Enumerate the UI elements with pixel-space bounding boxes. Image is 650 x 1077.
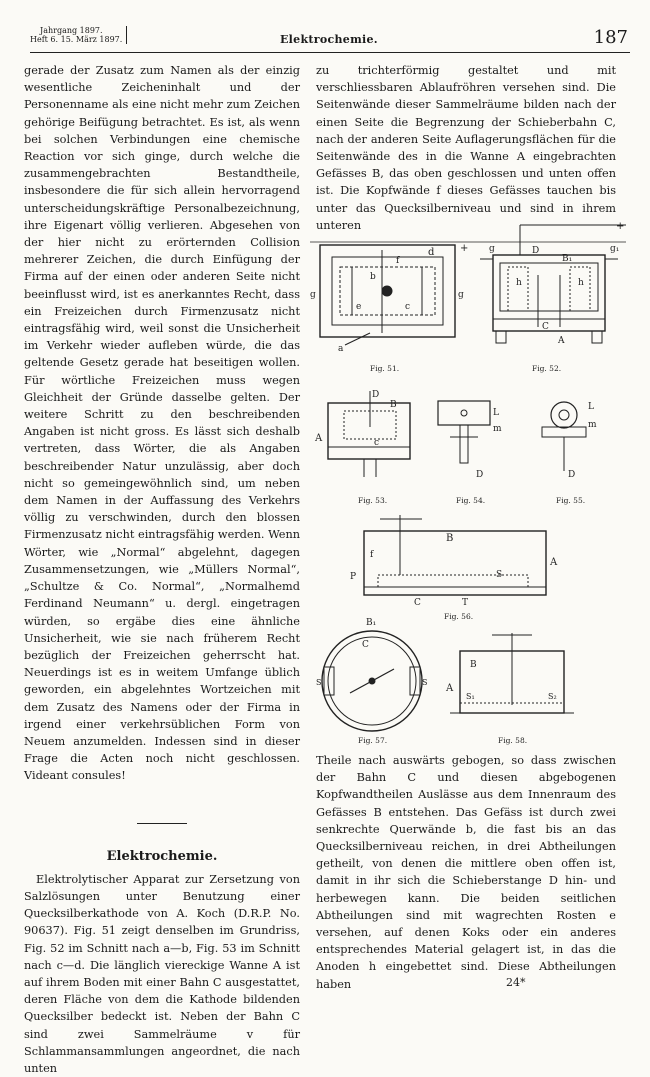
apparatus-drawings: [310, 215, 626, 745]
fig-51-label-c: c: [405, 302, 411, 312]
fig-55-label-m: m: [588, 420, 597, 430]
fig-55-caption: Fig. 55.: [556, 496, 586, 505]
fig-51-label-g: g: [310, 290, 316, 300]
fig-55-label-L: L: [588, 402, 594, 412]
fig-56-label-T: T: [462, 598, 469, 608]
fig-56-label-f: f: [370, 550, 374, 560]
fig-52-drawing: [480, 225, 626, 343]
fig-57-label-S2: S: [422, 678, 428, 687]
signature-mark: 24*: [506, 976, 526, 989]
fig-54-label-D: D: [476, 470, 484, 480]
fig-56-label-C: C: [414, 598, 421, 608]
fig-52-label-g1: g₁: [610, 244, 620, 254]
fig-51-label-f: f: [396, 256, 400, 266]
fig-54-label-m: m: [493, 424, 502, 434]
right-column-bottom: [316, 752, 616, 993]
fig-51-drawing: [310, 242, 626, 345]
legal-paragraph: gerade der Zusatz zum Namen als der einzig wesentliche Zeicheninhalt und der Personenname als eine nicht mehr zum Zeichen gehörige Beifügung betrachtet. Es ist, als wenn bei solchen Verbindungen eine chemische Reaction vor sich ginge, durch welche die zusammengebrachten Bestandtheile, insbesondere die für sich allein hervorragend unterscheidungskräftige Personalbezeichnung, ihre Eigenart völlig verlieren. Abgesehen von der hier nicht zu erörternden Collision mehrerer Zeichen, die durch Einfügung der Firma auf der einen oder anderen Seite nicht beeinflusst wird, ist es anerkanntes Recht, dass ein Freizeichen durch Firmenzusatz nicht eintragsfähig wird, weil sonst die Unsicherheit im Verkehr wieder aufleben würde, die das geltende Gesetz gerade hat beseitigen wollen. Für wörtliche Freizeichen muss wegen Gleichheit der Gründe dasselbe gelten. Der weitere Schritt zu den beschreibenden Angaben ist nicht gross. Es lässt sich deshalb vertreten, dass Wörter, die als Angaben beschreibender Natur unzulässig, aber doch nicht so gemeingewöhnlich sind, um neben dem Namen in der Auffassung des Verkehrs völlig zu verschwinden, durch den blossen Firmenzusatz nicht eintragsfähig werden. Wenn Wörter, wie „Normal“ abgelehnt, dagegen Zusammensetzungen, wie „Müllers Normal“, „Schultze & Co. Normal“, „Normalhemd Ferdinand Neumann“ u. dergl. eingetragen würden, so ergäbe dies eine ähnliche Unsicherheit, wie sie nach früherem Recht bezüglich der Freizeichen geherrscht hat. Neuerdings ist es in weitem Umfange üblich geworden, ein abgelehntes Wortzeichen mit dem Zusatz des Namens oder der Firma in irgend einer verkehrsüblichen Form von Neuem anzumelden. Indessen sind in dieser Frage die Acten noch nicht geschlossen. Videant consules!: [24, 64, 300, 783]
running-title: Elektrochemie.: [280, 33, 378, 46]
fig-52-label-B1: B₁: [562, 254, 573, 264]
fig-56-label-S: S: [496, 570, 503, 580]
left-column: [24, 62, 300, 1077]
fig-53-drawing: [328, 391, 410, 477]
fig-51-label-plus: +: [460, 243, 469, 254]
fig-52-caption: Fig. 52.: [532, 364, 562, 373]
fig-58-label-A: A: [446, 683, 454, 694]
fig-55-drawing: [542, 402, 586, 471]
section-divider: [137, 823, 187, 824]
fig-51-label-b: b: [370, 272, 376, 282]
fig-51-caption: Fig. 51.: [370, 364, 400, 373]
fig-57-caption: Fig. 57.: [358, 736, 388, 745]
fig-58-drawing: [450, 633, 574, 713]
fig-56-label-P: P: [350, 572, 357, 582]
fig-51-label-g2: g: [458, 290, 464, 300]
fig-58-caption: Fig. 58.: [498, 736, 528, 745]
fig-57-label-B1: B₁: [366, 618, 377, 628]
article-paragraph: Elektrolytischer Apparat zur Zersetzung von Salzlösungen unter Benutzung einer Quecksilberkathode von A. Koch (D.R.P. No. 90637). Fig. 51 zeigt denselben im Grundriss, Fig. 52 im Schnitt nach a—b, Fig. 53 im Schnitt nach c—d. Die länglich viereckige Wanne A ist auf ihrem Boden mit einer Bahn C ausgestattet, deren Fläche von dem die Kathode bildenden Quecksilber bedeckt ist. Neben der Bahn C sind zwei Sammelräume v für Schlammansammlungen angeordnet, die nach unten: [24, 872, 300, 1075]
fig-56-caption: Fig. 56.: [444, 612, 474, 621]
figure-plate: [310, 215, 626, 745]
fig-54-label-L: L: [493, 408, 499, 418]
fig-53-label-D: D: [372, 390, 380, 400]
right-column-top: [316, 62, 616, 234]
fig-57-label-C: C: [362, 640, 369, 650]
fig-56-label-A: A: [550, 557, 558, 568]
fig-53-label-B: B: [390, 400, 397, 410]
fig-52-label-plus: +: [616, 221, 625, 232]
fig-58-label-S1: S₁: [466, 692, 475, 701]
section-title: Elektrochemie.: [106, 848, 218, 864]
fig-56-drawing: [364, 515, 546, 595]
fig-52-label-h: h: [516, 278, 522, 288]
fig-52-label-g: g: [489, 244, 495, 254]
journal-issue: Heft 6. 15. März 1897.: [30, 35, 123, 44]
fig-54-drawing: [438, 401, 490, 463]
fig-56-label-B: B: [446, 533, 454, 544]
fig-51-label-e: e: [356, 302, 362, 312]
article-continuation: zu trichterförmig gestaltet und mit verschliessbaren Ablaufröhren versehen sind. Die Seitenwände dieser Sammelräume bilden nach der einen Seite die Begrenzung der Schieberbahn C, nach der anderen Seite Auflagerungsflächen für die Seitenwände des in die Wanne A eingebrachten Gefässes B, das oben geschlossen und unten offen ist. Die Kopfwände f dieses Gefässes tauchen bis unter das Quecksilberniveau und sind in ihrem unteren: [316, 64, 616, 232]
fig-53-label-A: A: [315, 433, 323, 444]
journal-issue-info: [30, 26, 127, 44]
fig-57-label-S: S: [316, 678, 322, 687]
fig-58-label-S2: S₂: [548, 692, 557, 701]
fig-52-label-A: A: [558, 336, 565, 346]
journal-year: Jahrgang 1897.: [40, 26, 103, 35]
fig-53-label-c: c: [374, 438, 380, 448]
page-number: 187: [593, 27, 628, 48]
fig-54-caption: Fig. 54.: [456, 496, 486, 505]
article-continuation-2: Theile nach auswärts gebogen, so dass zwischen der Bahn C und diesen abgebogenen Kopfwandtheilen Auslässe aus dem Innenraum des Gefässes B entstehen. Das Gefäss ist durch zwei senkrechte Querwände b, die fast bis an das Quecksilberniveau reichen, in drei Abtheilungen getheilt, von denen die mittlere oben offen ist, damit in ihr sich die Schieberstange D hin- und herbewegen kann. Die beiden seitlichen Abtheilungen sind mit wagrechten Rosten e versehen, auf denen Koks oder ein anderes entsprechendes Material gelagert ist, in das die Anoden h eingebettet sind. Diese Abtheilungen haben: [316, 754, 616, 991]
fig-52-label-C: C: [542, 322, 549, 332]
fig-52-label-D: D: [532, 246, 540, 256]
fig-51-label-d: d: [428, 247, 435, 258]
fig-52-label-h2: h: [578, 278, 584, 288]
fig-55-label-D: D: [568, 470, 576, 480]
fig-53-caption: Fig. 53.: [358, 496, 388, 505]
fig-58-label-B: B: [470, 660, 477, 670]
page-header: [30, 26, 630, 53]
fig-51-label-a: a: [338, 344, 344, 354]
fig-57-drawing: [322, 631, 422, 731]
